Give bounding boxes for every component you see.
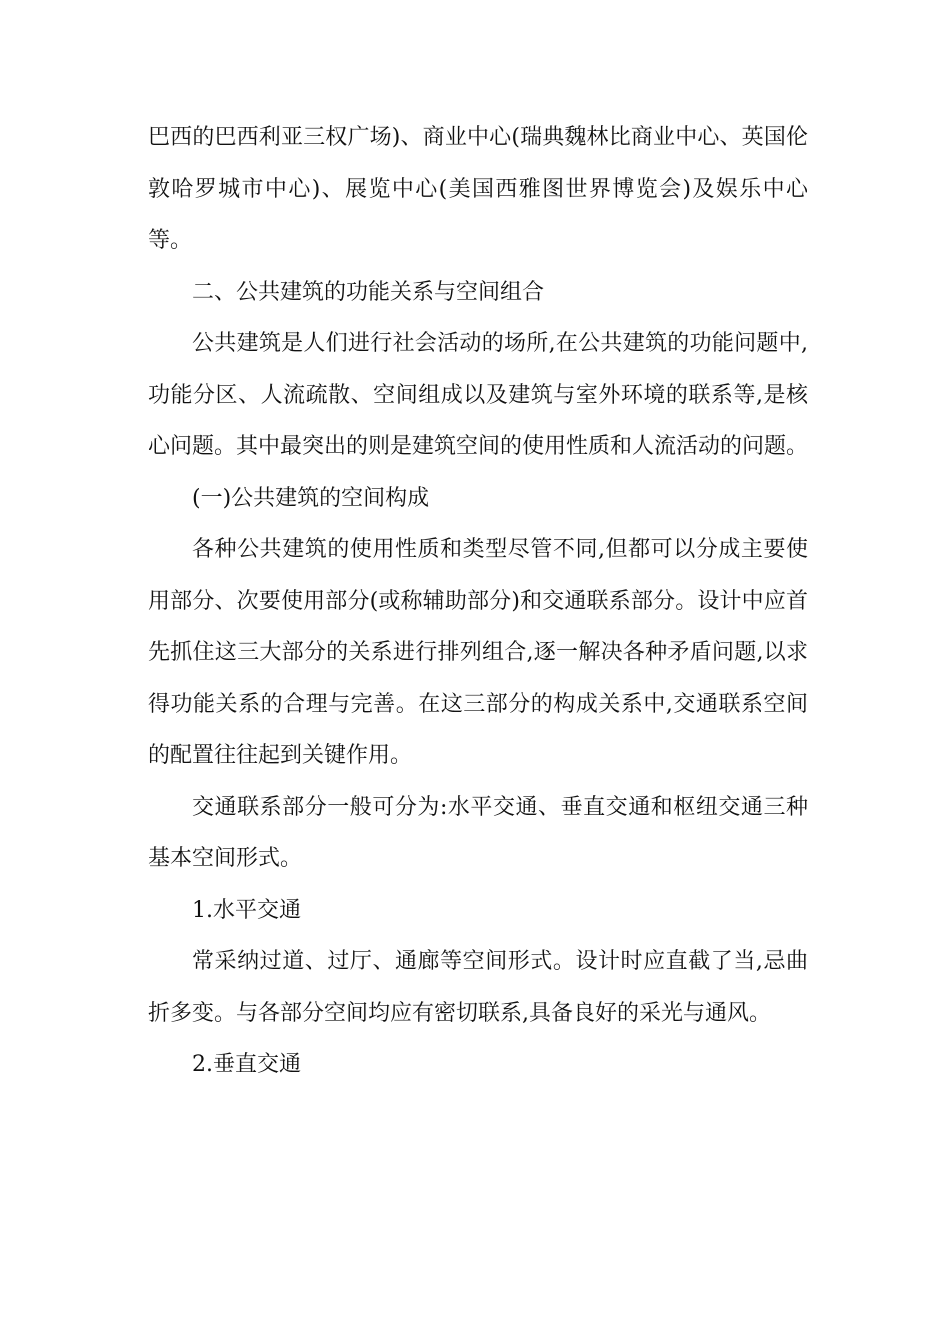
item-heading: 2.垂直交通 [192, 1052, 301, 1077]
item-heading: 1.水平交通 [192, 897, 301, 923]
paragraph-body: 交通联系部分一般可分为:水平交通、垂直交通和枢纽交通三种基本空间形式。 [148, 794, 808, 871]
paragraph-body: 公共建筑是人们进行社会活动的场所,在公共建筑的功能问题中,功能分区、人流疏散、空间组成以及建筑与室外环境的联系等,是核心问题。其中最突出的则是建筑空间的使用性质和人流活动的问题。 [148, 331, 809, 459]
section-heading: 二、公共建筑的功能关系与空间组合 [192, 279, 545, 305]
paragraph-continuation: 巴西的巴西利亚三权广场)、商业中心(瑞典魏林比商业中心、英国伦敦哈罗城市中心)、展览中心(美国西雅图世界博览会)及娱乐中心等。 [148, 125, 808, 253]
paragraph-body: 各种公共建筑的使用性质和类型尽管不同,但都可以分成主要使用部分、次要使用部分(或称辅助部分)和交通联系部分。设计中应首先抓住这三大部分的关系进行排列组合,逐一解决各种矛盾问题,以求得功能关系的合理与完善。在这三部分的构成关系中,交通联系空间的配置往往起到关键作用。 [148, 537, 808, 768]
subsection-heading: (一)公共建筑的空间构成 [192, 485, 430, 511]
document-body [148, 112, 808, 1091]
paragraph-body: 常采纳过道、过厅、通廊等空间形式。设计时应直截了当,忌曲折多变。与各部分空间均应有密切联系,具备良好的采光与通风。 [148, 949, 808, 1026]
